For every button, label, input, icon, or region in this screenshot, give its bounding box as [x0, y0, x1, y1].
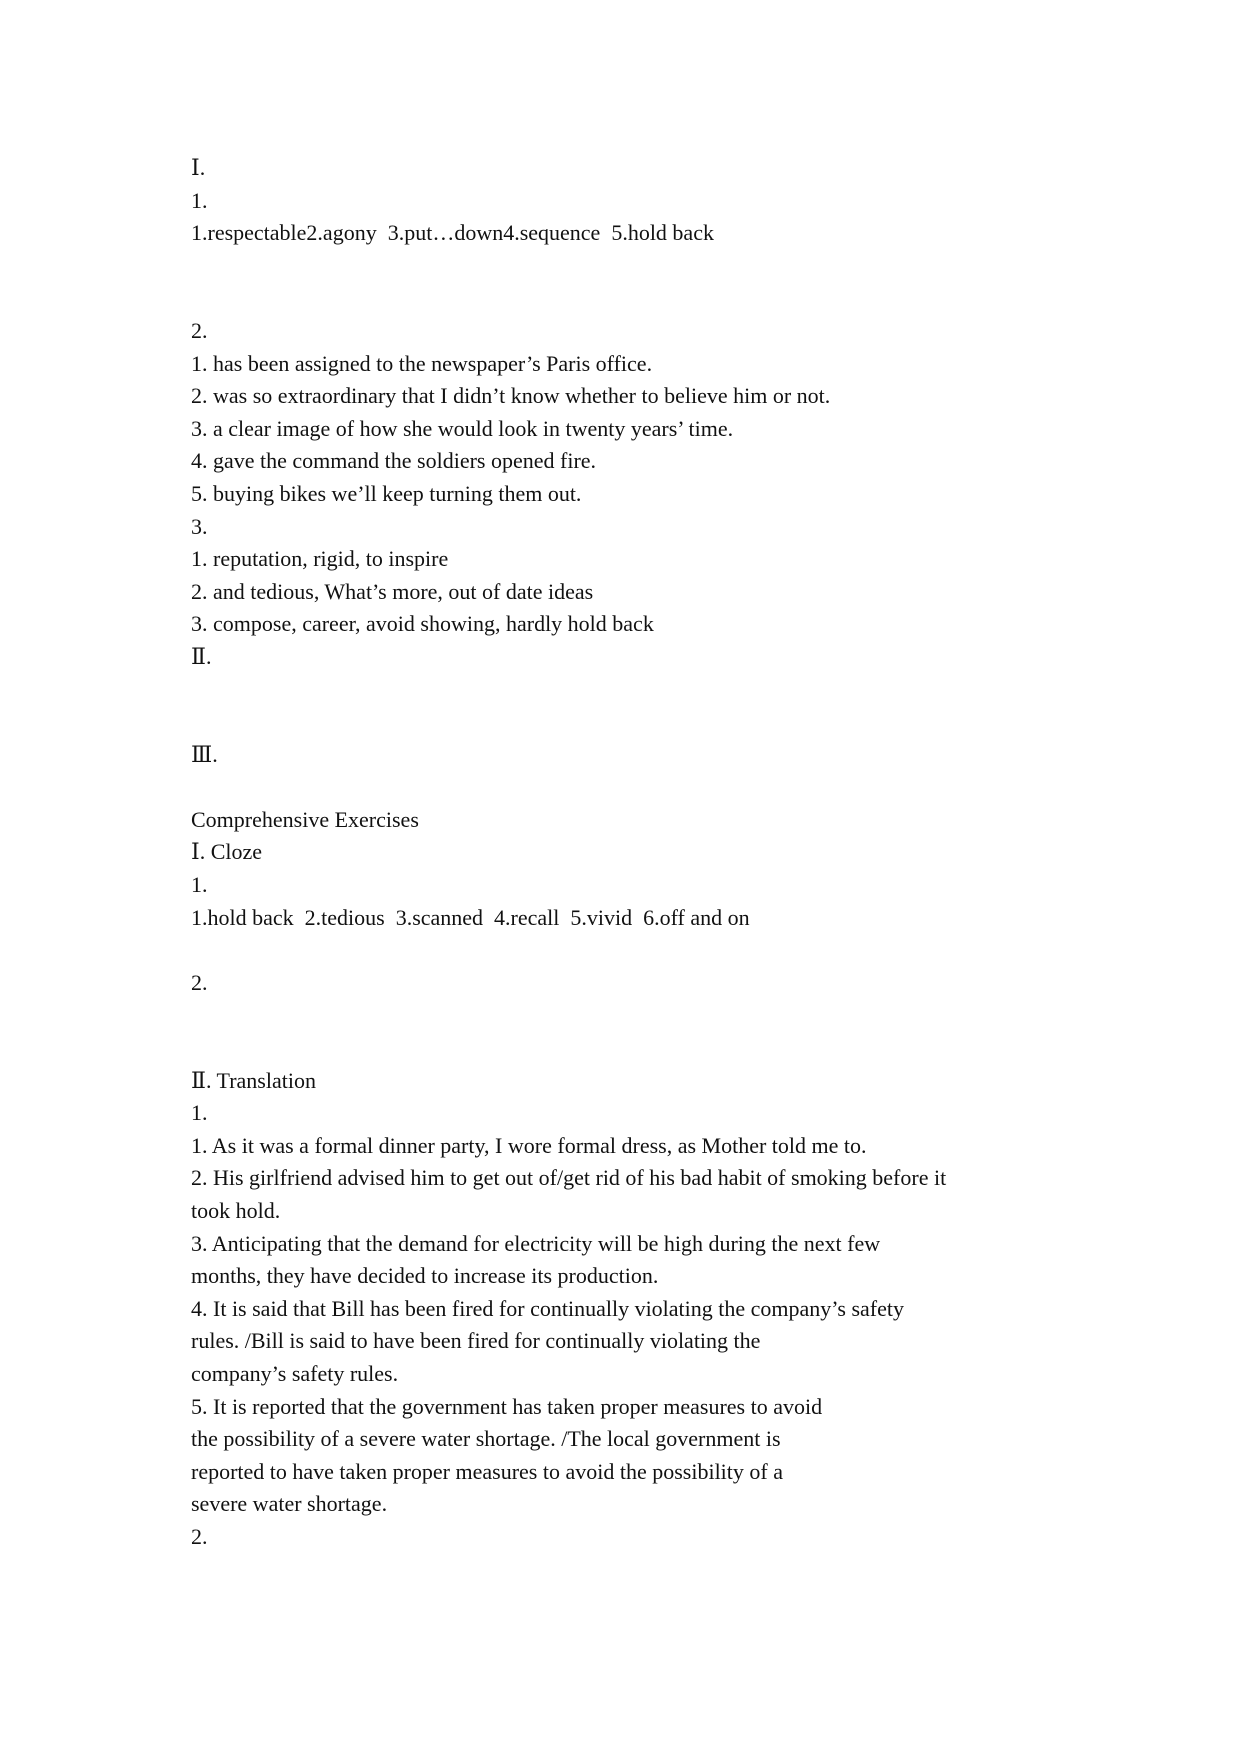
- answer-line: 2. His girlfriend advised him to get out of/get rid of his bad habit of smoking before it: [191, 1165, 947, 1191]
- subsection-number: 2.: [191, 317, 208, 343]
- subsection-number: 3.: [191, 513, 208, 539]
- document-body: [191, 152, 1091, 1554]
- answer-line: company’s safety rules.: [191, 1360, 399, 1386]
- blank-line: [191, 999, 1091, 1032]
- blank-line: [191, 250, 1091, 283]
- answer-line: reported to have taken proper measures to avoid the possibility of a: [191, 1458, 783, 1484]
- answer-line: 1.respectable2.agony 3.put…down4.sequence 5.hold back: [191, 220, 714, 246]
- section-heading-roman-1: Ⅰ.: [191, 155, 206, 180]
- answer-line: 2. and tedious, What’s more, out of date ideas: [191, 578, 594, 604]
- blank-line: [191, 282, 1091, 315]
- subsection-number: 1.: [191, 1100, 208, 1126]
- answer-line: the possibility of a severe water shortage. /The local government is: [191, 1426, 781, 1452]
- section-heading-roman-2: Ⅱ.: [191, 643, 212, 669]
- subsection-number: 1.: [191, 187, 208, 213]
- answer-line: 5. buying bikes we’ll keep turning them out.: [191, 480, 582, 506]
- answer-line: severe water shortage.: [191, 1491, 388, 1517]
- section-heading-cloze: Ⅰ. Cloze: [191, 839, 263, 865]
- answer-line: 3. Anticipating that the demand for electricity will be high during the next few: [191, 1230, 881, 1256]
- subsection-number: 2.: [191, 1523, 208, 1549]
- answer-line: took hold.: [191, 1198, 281, 1223]
- answer-line: 3. a clear image of how she would look in twenty years’ time.: [191, 415, 734, 441]
- part-heading: Comprehensive Exercises: [191, 806, 419, 832]
- section-heading-translation: Ⅱ. Translation: [191, 1067, 316, 1093]
- blank-line: [191, 674, 1091, 707]
- answer-line: 5. It is reported that the government has taken proper measures to avoid: [191, 1393, 823, 1419]
- blank-line: [191, 1032, 1091, 1065]
- answer-line: months, they have decided to increase its production.: [191, 1263, 659, 1289]
- blank-line: [191, 934, 1091, 967]
- answer-line: 3. compose, career, avoid showing, hardly hold back: [191, 611, 654, 637]
- answer-line: 1. As it was a formal dinner party, I wore formal dress, as Mother told me to.: [191, 1132, 867, 1158]
- answer-line: rules. /Bill is said to have been fired for continually violating the: [191, 1328, 761, 1354]
- subsection-number: 1.: [191, 872, 208, 898]
- subsection-number: 2.: [191, 969, 208, 995]
- answer-line: 2. was so extraordinary that I didn’t know whether to believe him or not.: [191, 383, 831, 409]
- answer-line: 4. gave the command the soldiers opened fire.: [191, 448, 597, 474]
- blank-line: [191, 771, 1091, 804]
- answer-line: 1. reputation, rigid, to inspire: [191, 546, 449, 572]
- section-heading-roman-3: Ⅲ.: [191, 741, 218, 767]
- answer-line: 1.hold back 2.tedious 3.scanned 4.recall 5.vivid 6.off and on: [191, 904, 750, 930]
- answer-line: 4. It is said that Bill has been fired for continually violating the company’s safety: [191, 1295, 905, 1321]
- answer-line: 1. has been assigned to the newspaper’s Paris office.: [191, 350, 653, 376]
- blank-line: [191, 706, 1091, 739]
